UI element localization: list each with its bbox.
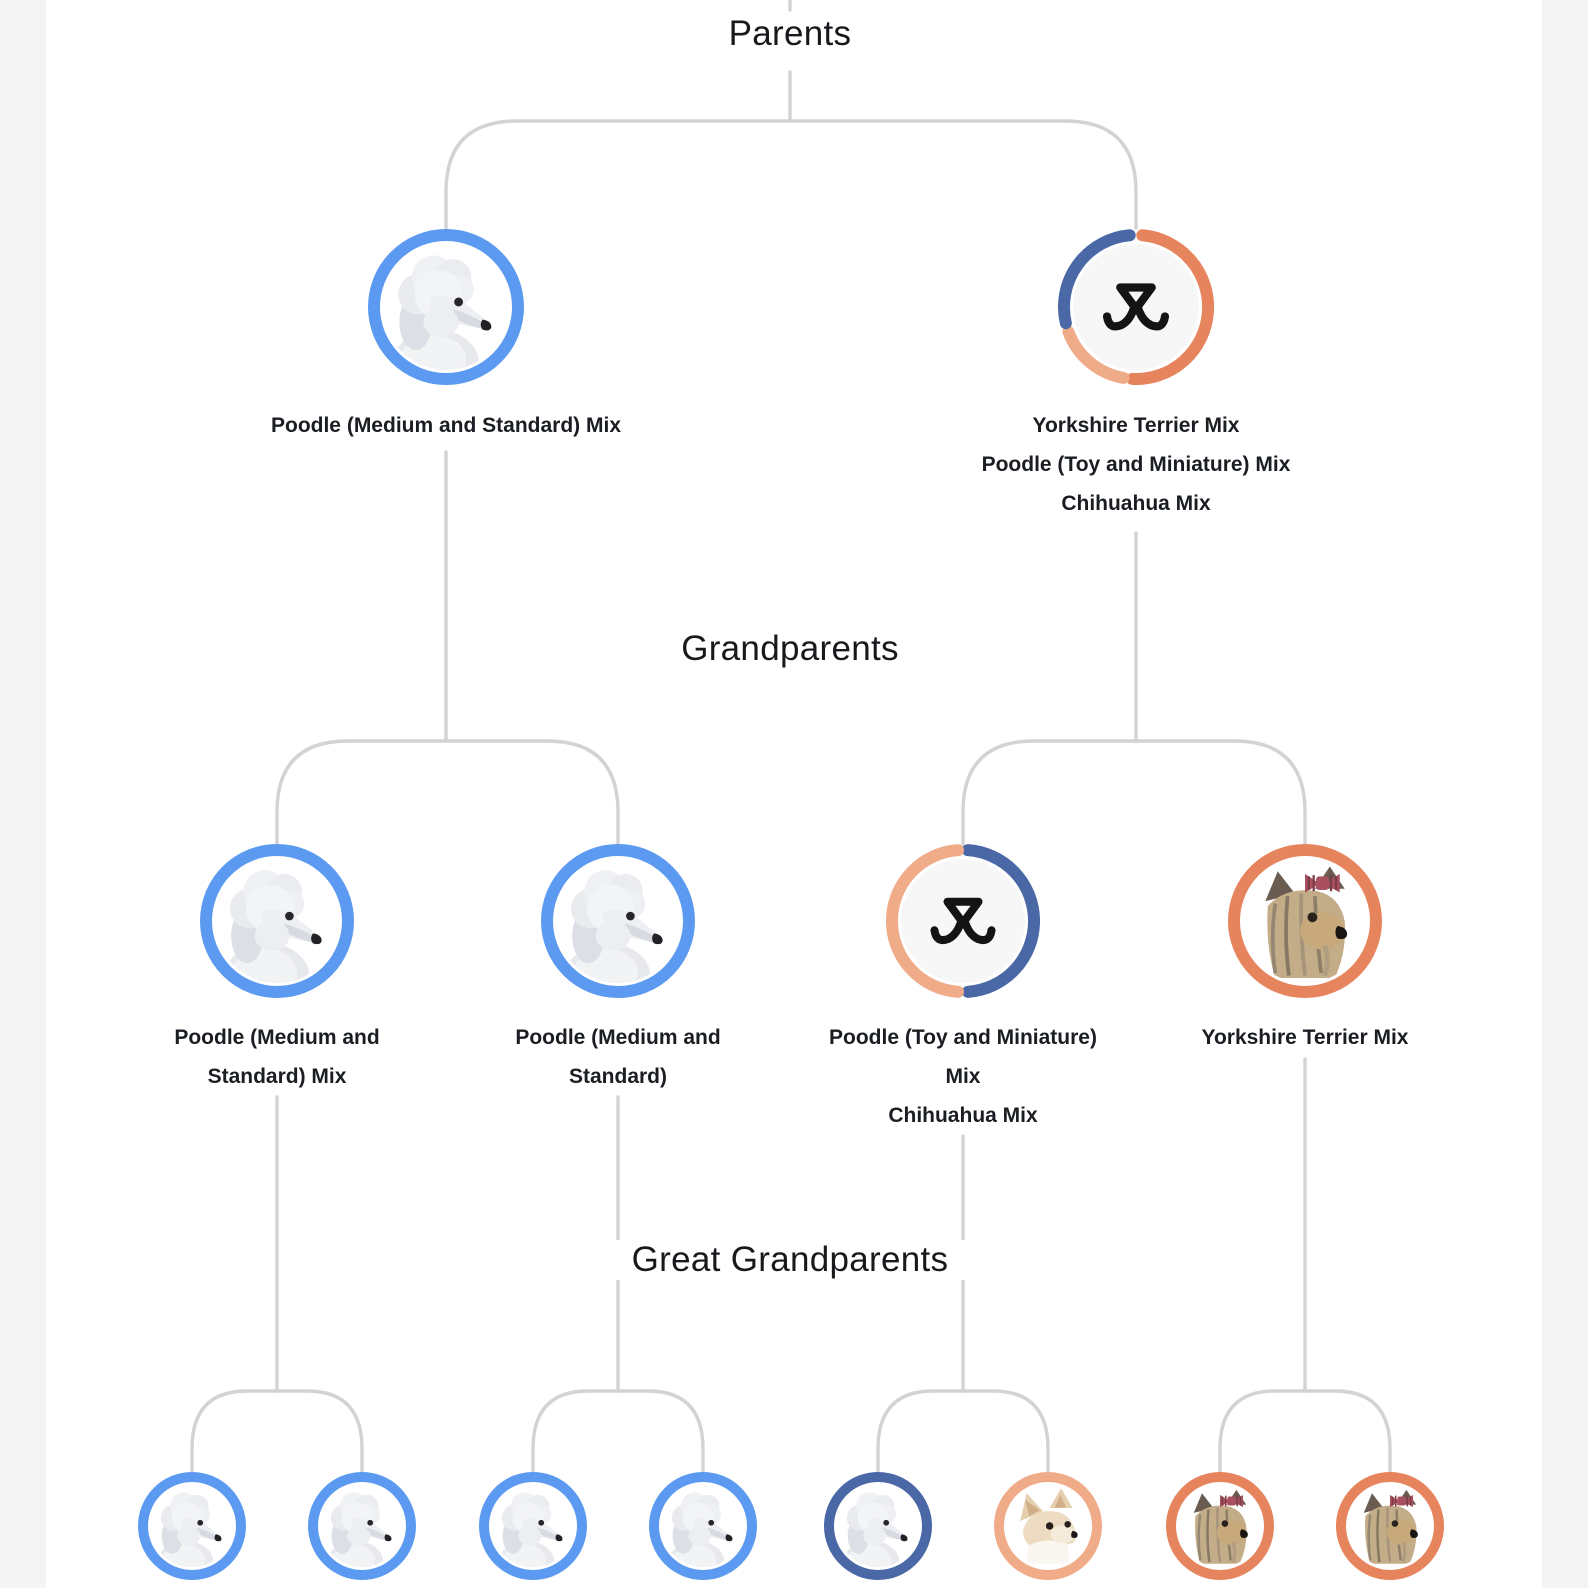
connector-ggp-arch-4	[1220, 1391, 1390, 1473]
connector-gp-right-arch	[963, 741, 1305, 845]
breed-label-line: Poodle (Toy and Miniature)	[829, 1026, 1097, 1049]
embark-logo-avatar	[1073, 244, 1199, 370]
breed-label-line: Chihuahua Mix	[888, 1104, 1038, 1127]
breed-label-line: Standard) Mix	[207, 1065, 347, 1088]
pedigree-node-great-grandparents-3[interactable]	[479, 1472, 587, 1580]
connector-ggp-arch-3	[878, 1391, 1048, 1473]
pedigree-node-great-grandparents-4[interactable]	[649, 1472, 757, 1580]
connector-ggp-arch-1	[192, 1391, 362, 1473]
breed-label-line: Mix	[945, 1065, 981, 1088]
chihuahua-avatar	[1007, 1485, 1089, 1567]
breed-label-line: Standard)	[568, 1065, 667, 1088]
pedigree-node-great-grandparents-5[interactable]	[824, 1472, 932, 1580]
yorkie-avatar	[1243, 859, 1367, 983]
pedigree-node-grandparents-2[interactable]	[541, 844, 695, 998]
breed-label	[1090, 1018, 1520, 1057]
breed-label-line: Poodle (Toy and Miniature) Mix	[981, 453, 1291, 476]
breed-label-line: Yorkshire Terrier Mix	[1032, 414, 1240, 437]
heading-great-grandparents: Great Grandparents	[614, 1240, 967, 1280]
breed-label-line: Poodle (Medium and	[174, 1026, 380, 1049]
embark-logo-avatar	[901, 859, 1025, 983]
yorkie-avatar	[1179, 1485, 1261, 1567]
yorkie-avatar	[1349, 1485, 1431, 1567]
breed-label-line: Poodle (Medium and Standard) Mix	[270, 414, 622, 437]
breed-label-line: Poodle (Medium and	[515, 1026, 721, 1049]
pedigree-node-grandparents-4[interactable]	[1228, 844, 1382, 998]
pedigree-node-parents-1[interactable]	[368, 229, 524, 385]
breed-label	[921, 406, 1351, 523]
connector-gp-left-arch	[277, 741, 618, 845]
heading-grandparents: Grandparents	[681, 629, 899, 668]
pedigree-node-grandparents-1[interactable]	[200, 844, 354, 998]
pedigree-node-parents-2[interactable]	[1058, 229, 1214, 385]
pedigree-node-great-grandparents-8[interactable]	[1336, 1472, 1444, 1580]
pedigree-node-great-grandparents-6[interactable]	[994, 1472, 1102, 1580]
breed-label-line: Chihuahua Mix	[1061, 492, 1211, 515]
breed-label	[231, 406, 661, 445]
pedigree-node-great-grandparents-2[interactable]	[308, 1472, 416, 1580]
heading-parents: Parents	[728, 14, 852, 53]
pedigree-node-great-grandparents-1[interactable]	[138, 1472, 246, 1580]
pedigree-node-grandparents-3[interactable]	[886, 844, 1040, 998]
pedigree-node-great-grandparents-7[interactable]	[1166, 1472, 1274, 1580]
breed-label-line: Yorkshire Terrier Mix	[1201, 1026, 1409, 1049]
connector-ggp-arch-2	[533, 1391, 703, 1473]
connector-parents-arch	[446, 121, 1136, 229]
